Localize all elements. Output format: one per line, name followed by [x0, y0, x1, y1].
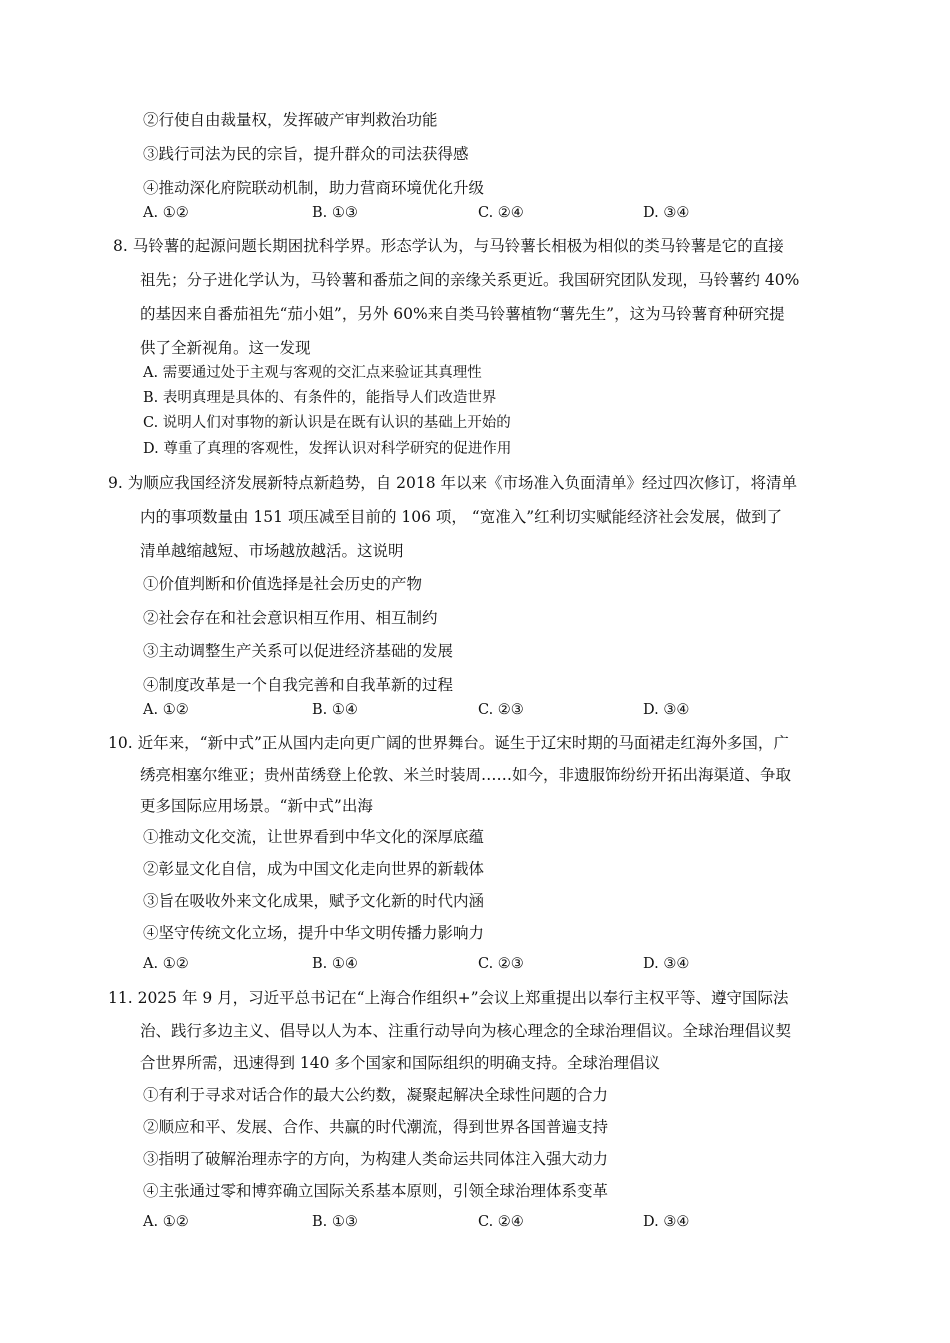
q9-option-b: B. ①④ — [312, 702, 358, 718]
q9-stem-line-1: 9. 为顺应我国经济发展新特点新趋势，自 2018 年以来《市场准入负面清单》经过四次修订，将清单 — [108, 474, 798, 492]
q8-stem-line-1: 8. 马铃薯的起源问题长期困扰科学界。形态学认为，与马铃薯长相极为相似的类马铃薯是它的直接 — [113, 237, 784, 255]
q7-option-d: D. ③④ — [643, 205, 690, 221]
q10-stem-line-2: 绣亮相塞尔维亚；贵州苗绣登上伦敦、米兰时装周……如今，非遗服饰纷纷开拓出海渠道、争取 — [140, 766, 792, 784]
q7-item-2: ②行使自由裁量权，发挥破产审判救治功能 — [143, 111, 438, 129]
q10-option-c: C. ②③ — [478, 956, 524, 972]
q9-item-3: ③主动调整生产关系可以促进经济基础的发展 — [143, 642, 454, 660]
q8-stem-line-3: 的基因来自番茄祖先“茄小姐”，另外 60%来自类马铃薯植物“薯先生”，这为马铃薯育种研究提 — [140, 305, 785, 323]
q10-item-1: ①推动文化交流，让世界看到中华文化的深厚底蕴 — [143, 828, 485, 846]
q11-option-a: A. ①② — [143, 1214, 189, 1230]
q8-option-a: A. 需要通过处于主观与客观的交汇点来验证其真理性 — [143, 365, 482, 381]
q11-stem-line-2: 治、践行多边主义、倡导以人为本、注重行动导向为核心理念的全球治理倡议。全球治理倡议契 — [140, 1022, 792, 1040]
q7-option-c: C. ②④ — [478, 205, 524, 221]
q10-item-2: ②彰显文化自信，成为中国文化走向世界的新载体 — [143, 860, 485, 878]
q11-item-1: ①有利于寻求对话合作的最大公约数，凝聚起解决全球性问题的合力 — [143, 1086, 609, 1104]
q10-stem-line-3: 更多国际应用场景。“新中式”出海 — [140, 797, 373, 815]
q8-stem-line-2: 祖先；分子进化学认为，马铃薯和番茄之间的亲缘关系更近。我国研究团队发现，马铃薯约 40% — [140, 271, 800, 289]
q8-option-c: C. 说明人们对事物的新认识是在既有认识的基础上开始的 — [143, 415, 511, 431]
q9-stem-line-2: 内的事项数量由 151 项压减至目前的 106 项， “宽准入”红利切实赋能经济社会发展，做到了 — [140, 508, 783, 526]
q10-option-d: D. ③④ — [643, 956, 690, 972]
q9-item-1: ①价值判断和价值选择是社会历史的产物 — [143, 575, 423, 593]
q9-option-d: D. ③④ — [643, 702, 690, 718]
q9-item-4: ④制度改革是一个自我完善和自我革新的过程 — [143, 676, 454, 694]
q10-option-b: B. ①④ — [312, 956, 358, 972]
q11-item-4: ④主张通过零和博弈确立国际关系基本原则，引领全球治理体系变革 — [143, 1182, 609, 1200]
q10-option-a: A. ①② — [143, 956, 189, 972]
q10-item-3: ③旨在吸收外来文化成果，赋予文化新的时代内涵 — [143, 892, 485, 910]
q9-item-2: ②社会存在和社会意识相互作用、相互制约 — [143, 609, 438, 627]
q7-option-b: B. ①③ — [312, 205, 358, 221]
q9-stem-line-3: 清单越缩越短、市场越放越活。这说明 — [140, 542, 404, 560]
q8-option-d: D. 尊重了真理的客观性，发挥认识对科学研究的促进作用 — [143, 441, 512, 457]
q10-stem-line-1: 10. 近年来，“新中式”正从国内走向更广阔的世界舞台。诞生于辽宋时期的马面裙走红海外多国，广 — [108, 734, 789, 752]
q7-item-4: ④推动深化府院联动机制，助力营商环境优化升级 — [143, 179, 485, 197]
q11-item-2: ②顺应和平、发展、合作、共赢的时代潮流，得到世界各国普遍支持 — [143, 1118, 609, 1136]
q9-option-a: A. ①② — [143, 702, 189, 718]
q11-stem-line-1: 11. 2025 年 9 月，习近平总书记在“上海合作组织+”会议上郑重提出以奉行主权平等、遵守国际法 — [108, 989, 789, 1007]
q9-option-c: C. ②③ — [478, 702, 524, 718]
q11-option-c: C. ②④ — [478, 1214, 524, 1230]
q11-option-d: D. ③④ — [643, 1214, 690, 1230]
q10-item-4: ④坚守传统文化立场，提升中华文明传播力影响力 — [143, 924, 485, 942]
q7-item-3: ③践行司法为民的宗旨，提升群众的司法获得感 — [143, 145, 469, 163]
q11-item-3: ③指明了破解治理赤字的方向，为构建人类命运共同体注入强大动力 — [143, 1150, 609, 1168]
q11-option-b: B. ①③ — [312, 1214, 358, 1230]
q8-option-b: B. 表明真理是具体的、有条件的，能指导人们改造世界 — [143, 390, 497, 406]
q11-stem-line-3: 合世界所需，迅速得到 140 多个国家和国际组织的明确支持。全球治理倡议 — [140, 1054, 660, 1072]
q8-stem-line-4: 供了全新视角。这一发现 — [140, 339, 311, 357]
q7-option-a: A. ①② — [143, 205, 189, 221]
